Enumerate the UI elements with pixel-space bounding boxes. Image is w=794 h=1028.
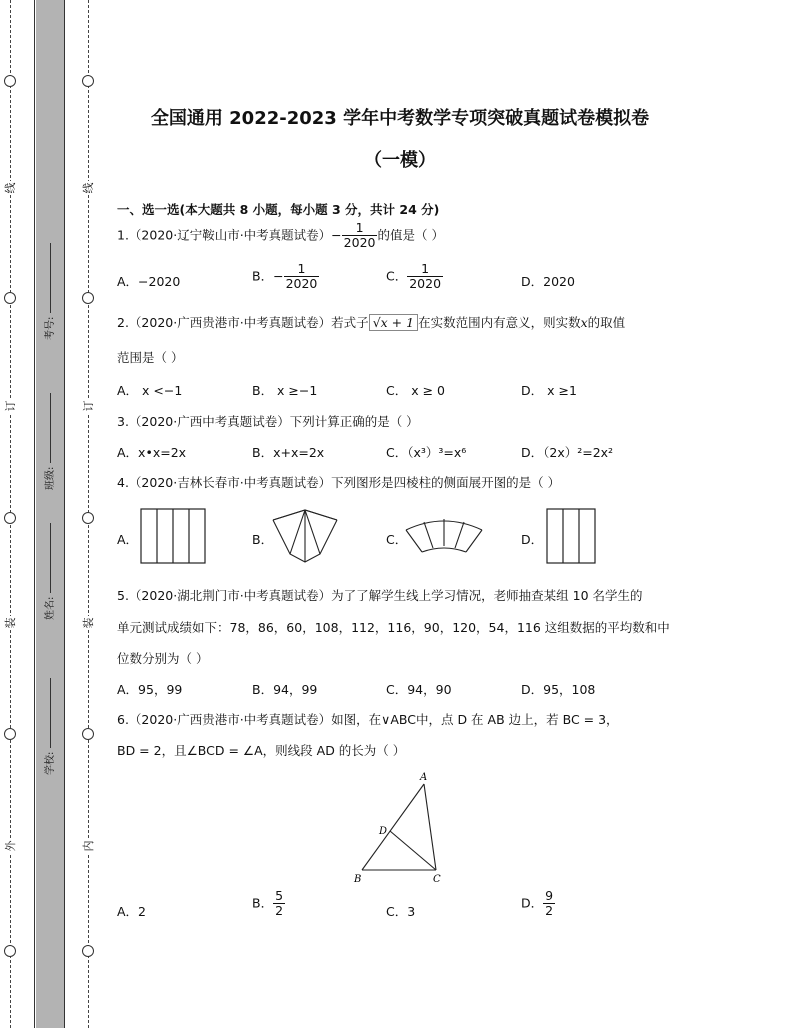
question-6-line1: 6.（2020·广西贵港市·中考真题试卷）如图，在∨ABC中，点 D 在 AB 边上，若 BC = 3， [117,712,619,727]
q3-option-a: A．x•x=2x [117,445,187,460]
q2-prefix: 2.（2020·广西贵港市·中考真题试卷）若式子 [117,315,369,330]
school-label: 学校: [45,751,56,775]
margin-line-left [34,0,35,1028]
q1-option-c-den: 2020 [409,276,442,292]
q2-radicand: x + 1 [380,315,415,330]
q4-option-b: B． [252,532,274,547]
name-label: 姓名: [45,596,56,620]
question-2 [117,313,625,331]
q6-option-d-num: 9 [545,888,554,903]
q1-suffix: 的值是（ ） [377,227,444,243]
q6-option-d [521,889,555,919]
q1-option-a: A．−2020 [117,274,181,289]
q6-option-b-prefix: B． [252,895,274,911]
question-6-line2: BD = 2，且∠BCD = ∠A，则线段 AD 的长为（ ） [117,743,406,758]
q1-option-c [386,262,443,292]
q6-label-d: D [379,826,388,837]
q2-suffix: 在实数范围内有意义，则实数 [418,315,581,330]
q3-option-d: D．（2x）²=2x² [521,445,614,460]
q4-figure-b [268,508,342,564]
binding-hole [4,728,16,740]
binding-hole [82,945,94,957]
exam-number-field [41,190,55,340]
question-4: 4.（2020·吉林长春市·中考真题试卷）下列图形是四棱柱的侧面展开图的是（ ） [117,475,561,490]
q6-label-a: A [420,772,428,783]
margin-label-zhuang-inner: 装 [82,617,95,629]
q4-option-c: C． [386,532,408,547]
q1-option-c-prefix: C． [386,268,408,284]
q3-option-b: B．x+x=2x [252,445,325,460]
q1-frac-num: 1 [355,220,364,235]
binding-hole [82,292,94,304]
q1-option-b-prefix: B．− [252,268,284,284]
name-field [41,540,55,620]
q6-label-c: C [433,874,441,885]
q6-option-d-prefix: D． [521,895,544,911]
q6-option-b-num: 5 [275,888,284,903]
binding-hole [82,75,94,87]
q1-option-c-num: 1 [421,261,430,276]
q2-option-b: B． x ≥−1 [252,383,318,398]
q1-option-b-num: 1 [297,261,306,276]
binding-hole [4,512,16,524]
q4-option-a: A． [117,532,139,547]
question-3: 3.（2020·广西中考真题试卷）下列计算正确的是（ ） [117,414,419,429]
q6-option-b [252,889,285,919]
section-heading: 一、选一选(本大题共 8 小题，每小题 3 分，共计 24 分) [117,202,440,217]
margin-label-zhuang-outer: 装 [4,617,17,629]
q2-suffix2: 的取值 [587,315,626,330]
binding-hole [4,945,16,957]
margin-line-right [64,0,65,1028]
q6-option-d-den: 2 [545,903,554,919]
q5-option-b: B．94，99 [252,682,318,697]
page-title: 全国通用 2022-2023 学年中考数学专项突破真题试卷模拟卷 [150,108,650,129]
q1-option-d: D．2020 [521,274,575,289]
margin-label-wai-outer: 外 [4,840,17,852]
binding-hole [82,512,94,524]
question-5-line1: 5.（2020·湖北荆门市·中考真题试卷）为了了解学生线上学习情况，老师抽查某组 10 名学生的 [117,588,643,603]
q1-option-b [252,262,319,292]
q6-option-c: C．3 [386,904,416,919]
q1-option-b-den: 2020 [285,276,318,292]
q4-figure-c [404,508,484,556]
question-5-line2: 单元测试成绩如下：78，86，60，108，112，116，90，120，54，116 这组数据的平均数和中 [117,620,670,635]
exam-number-label: 考号: [45,316,56,340]
q5-option-a: A．95，99 [117,682,183,697]
margin-label-xian-outer: 线 [4,182,17,194]
q6-option-b-den: 2 [275,903,284,919]
margin-label-ding-outer: 订 [4,400,17,412]
class-label: 班级: [45,466,56,490]
q2-option-c: C． x ≥ 0 [386,383,445,398]
margin-label-xian-inner: 线 [82,182,95,194]
q4-figure-d [546,508,596,564]
binding-hole [82,728,94,740]
question-1 [117,221,444,251]
q5-option-c: C．94，90 [386,682,452,697]
binding-hole [4,292,16,304]
q2-option-a: A． x <−1 [117,383,183,398]
binding-margin [0,0,100,1028]
page-subtitle: （一模） [364,150,436,171]
question-5-line3: 位数分别为（ ） [117,651,209,666]
q4-option-d: D． [521,532,544,547]
q2-option-d: D． x ≥1 [521,383,577,398]
q1-frac-den: 2020 [343,235,376,251]
q6-option-a: A．2 [117,904,147,919]
school-field [41,695,55,775]
question-2-line2: 范围是（ ） [117,350,184,365]
q5-option-d: D．95，108 [521,682,596,697]
margin-label-ding-inner: 订 [82,400,95,412]
q3-option-c: C．（x³）³=x⁶ [386,445,467,460]
class-field [41,410,55,490]
q2-sqrt: √x + 1 [369,314,418,331]
q4-figure-a [140,508,206,564]
q2-var: x [580,315,588,330]
margin-label-nei-inner: 内 [82,840,95,852]
q1-prefix: 1.（2020·辽宁鞍山市·中考真题试卷）− [117,227,342,243]
margin-gray-strip [36,0,64,1028]
q6-label-b: B [354,874,362,885]
q6-triangle-figure [350,770,450,888]
binding-hole [4,75,16,87]
